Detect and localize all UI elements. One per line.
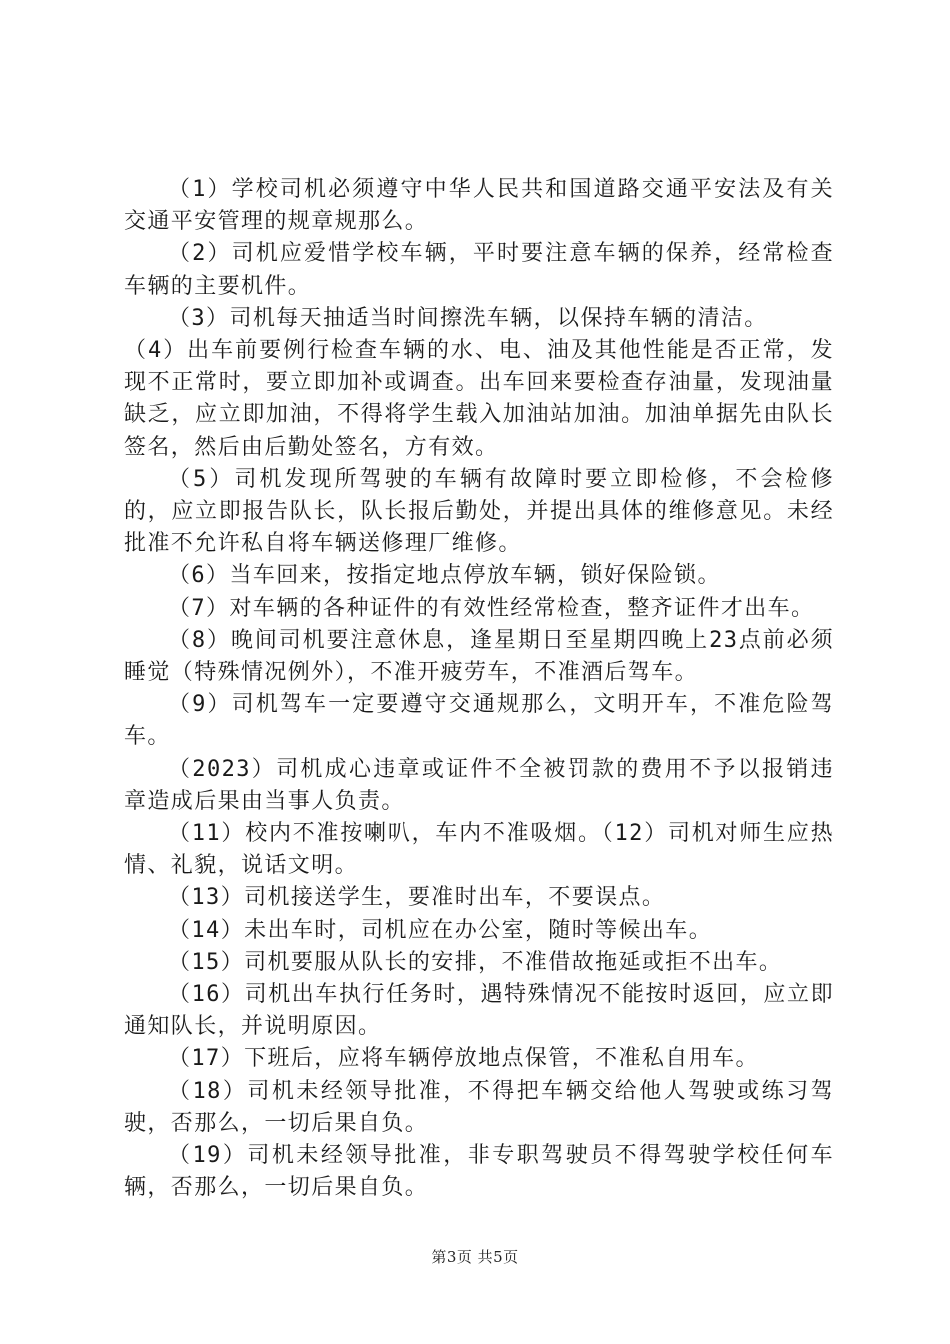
paragraph: （17）下班后，应将车辆停放地点保管，不准私自用车。	[168, 1046, 759, 1072]
paragraph: （8）晚间司机要注意休息，逢星期日至星期四晚上23点前必须睡觉（特殊情况例外），不准开疲劳车，不准酒后驾车。	[124, 627, 834, 686]
paragraph: （11）校内不准按喇叭，车内不准吸烟。（12）司机对师生应热情、礼貌，说话文明。	[124, 821, 834, 879]
paragraph: （15）司机要服从队长的安排，不准借故拖延或拒不出车。	[168, 949, 783, 975]
paragraph: （18）司机未经领导批准，不得把车辆交给他人驾驶或练习驾驶，否那么，一切后果自负。	[124, 1078, 834, 1136]
document-body	[124, 174, 834, 1205]
paragraph: （16）司机出车执行任务时，遇特殊情况不能按时返回，应立即通知队长，并说明原因。	[124, 982, 834, 1040]
paragraph: （7）对车辆的各种证件的有效性经常检查，整齐证件才出车。	[168, 595, 815, 621]
paragraph: （14）未出车时，司机应在办公室，随时等候出车。	[168, 917, 713, 943]
paragraph: （2）司机应爱惜学校车辆，平时要注意车辆的保养，经常检查车辆的主要机件。	[124, 241, 834, 299]
paragraph: （13）司机接送学生，要准时出车，不要误点。	[168, 885, 666, 911]
paragraph: （6）当车回来，按指定地点停放车辆，锁好保险锁。	[168, 563, 721, 589]
paragraph: （9）司机驾车一定要遵守交通规那么，文明开车，不准危险驾车。	[124, 692, 834, 750]
paragraph: （4）出车前要例行检查车辆的水、电、油及其他性能是否正常，发现不正常时，要立即加补或调查。出车回来要检查存油量，发现油量缺乏，应立即加油，不得将学生载入加油站加油。加油单据先由队长签名，然后由后勤处签名，方有效。	[124, 338, 834, 460]
page-number-footer: 第3页 共5页	[431, 1248, 519, 1266]
paragraph: （3）司机每天抽适当时间擦洗车辆，以保持车辆的清洁。	[168, 305, 768, 331]
paragraph: （5）司机发现所驾驶的车辆有故障时要立即检修，不会检修的，应立即报告队长，队长报后勤处，并提出具体的维修意见。未经批准不允许私自将车辆送修理厂维修。	[124, 466, 834, 557]
paragraph: （19）司机未经领导批准，非专职驾驶员不得驾驶学校任何车辆，否那么，一切后果自负。	[124, 1143, 834, 1201]
paragraph: （2023）司机成心违章或证件不全被罚款的费用不予以报销违章造成后果由当事人负责。	[124, 756, 834, 814]
paragraph: （1）学校司机必须遵守中华人民共和国道路交通平安法及有关交通平安管理的规章规那么。	[124, 177, 834, 235]
